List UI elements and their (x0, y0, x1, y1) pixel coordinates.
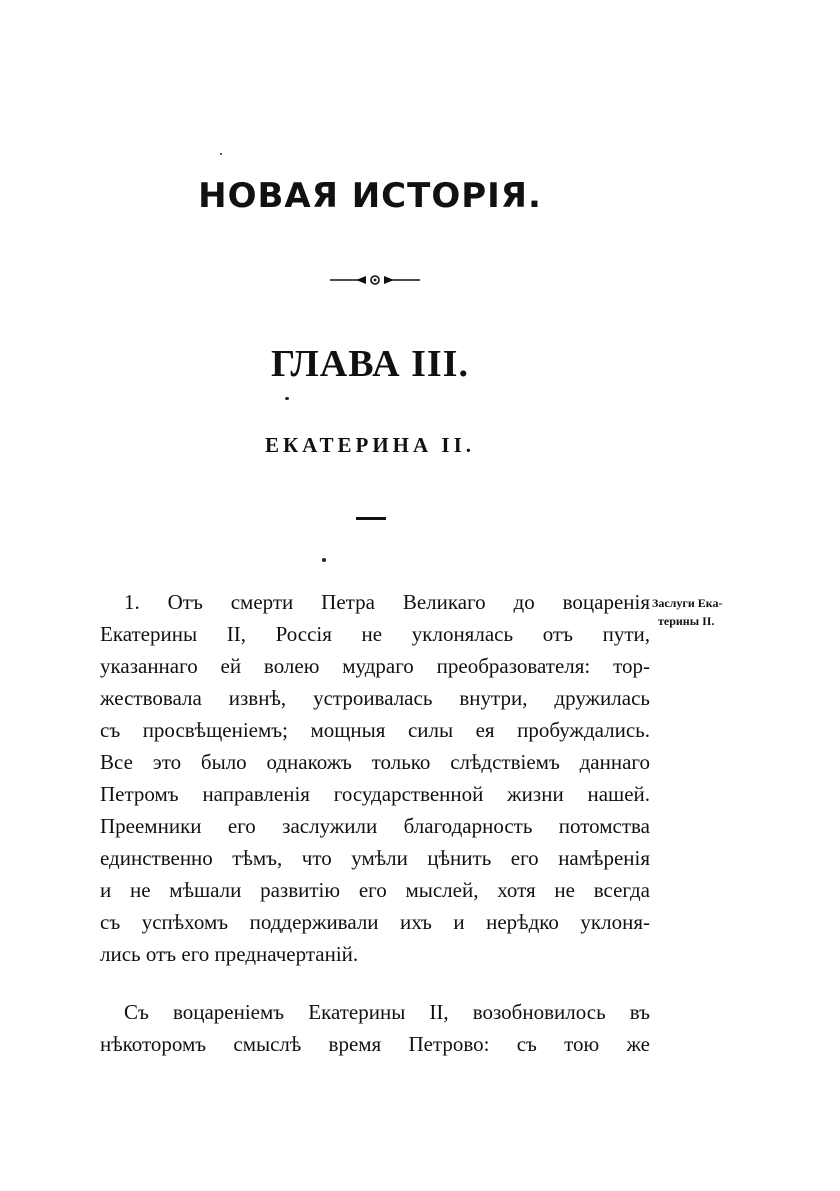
text-line: Съ воцареніемъ Екатерины II, возобновилось въ (124, 1000, 650, 1024)
main-title: НОВАЯ ИСТОРІЯ. (198, 176, 542, 216)
print-speck (322, 558, 326, 562)
print-speck (220, 153, 222, 155)
margin-note-line: Заслуги Ека- (652, 596, 723, 610)
ornament-divider (330, 273, 420, 287)
text-line: нѣкоторомъ смыслѣ время Петрово: съ тою же (100, 1032, 650, 1056)
text-line: указаннаго ей волею мудраго преобразователя: тор- (100, 654, 650, 678)
margin-note-line: терины II. (658, 614, 715, 628)
section-rule (356, 517, 386, 520)
text-line: жествовала извнѣ, устроивалась внутри, дружилась (100, 686, 650, 710)
section-title: ЕКАТЕРИНА II. (264, 433, 476, 457)
text-line: Петромъ направленія государственной жизни нашей. (100, 782, 650, 806)
text-line: единственно тѣмъ, что умѣли цѣнить его намѣренія (100, 846, 650, 870)
text-line: Все это было однакожъ только слѣдствіемъ даннаго (100, 750, 650, 774)
text-line: съ успѣхомъ поддерживали ихъ и нерѣдко уклоня- (100, 910, 650, 934)
text-line: 1. Отъ смерти Петра Великаго до воцаренія (124, 590, 650, 614)
text-line: съ просвѣщеніемъ; мощныя силы ея пробуждались. (100, 718, 650, 742)
print-speck (285, 397, 289, 400)
text-line: Екатерины II, Россія не уклонялась отъ пути, (100, 622, 650, 646)
text-line: Преемники его заслужили благодарность потомства (100, 814, 650, 838)
text-line: лись отъ его предначертаній. (100, 942, 359, 966)
text-line: и не мѣшали развитію его мыслей, хотя не всегда (100, 878, 650, 902)
chapter-title: ГЛАВА III. (271, 343, 469, 385)
